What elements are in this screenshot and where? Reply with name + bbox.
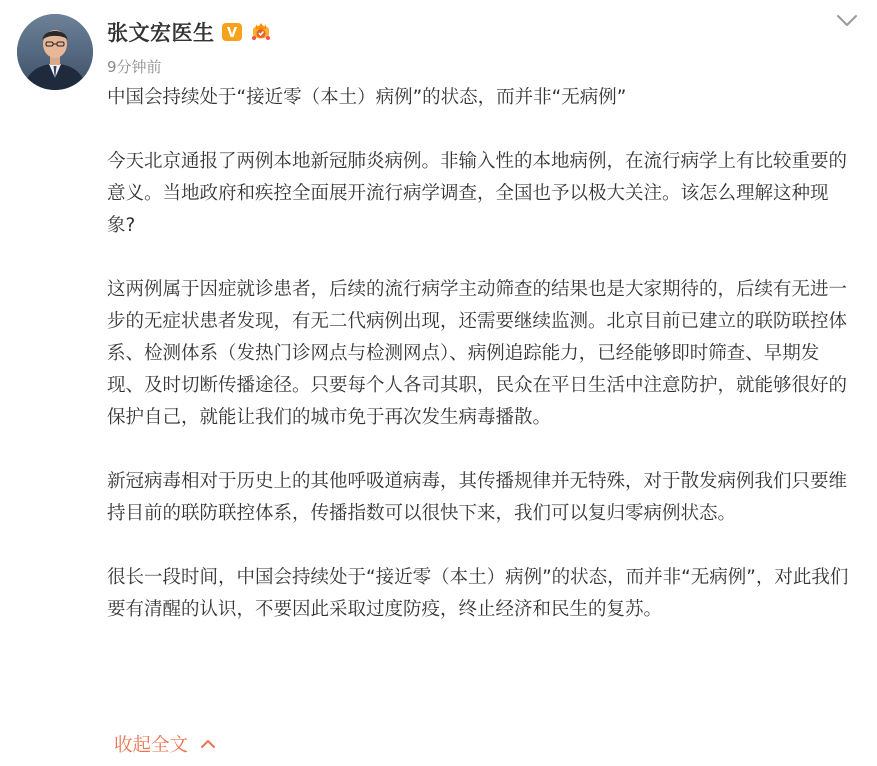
- post-timestamp[interactable]: 9分钟前: [107, 58, 162, 76]
- verified-v-icon[interactable]: [221, 22, 243, 42]
- avatar-photo-icon: [17, 14, 93, 90]
- post-paragraph: 中国会持续处于“接近零（本土）病例”的状态，而并非“无病例”: [107, 87, 627, 108]
- post-paragraph: 这两例属于因症就诊患者，后续的流行病学主动筛查的结果也是大家期待的，后续有无进一步的无症状患者发现，有无二代病例出现，还需要继续监测。北京目前已建立的联防联控体系、检测体系（发热门诊网点与检测网点）、病例追踪能力，已经能够即时筛查、早期发现、及时切断传播途径。只要每个人各司其职，民众在平日生活中注意防护，就能够很好的保护自己，就能让我们的城市免于再次发生病毒播散。: [107, 279, 848, 428]
- post-paragraph: 新冠病毒相对于历史上的其他呼吸道病毒，其传播规律并无特殊，对于散发病例我们只要维持目前的联防联控体系，传播指数可以很快下来，我们可以复归零病例状态。: [107, 471, 848, 524]
- post-content: [107, 82, 852, 626]
- author-row: [107, 16, 273, 48]
- avatar[interactable]: [17, 14, 93, 90]
- author-name[interactable]: 张文宏医生: [107, 21, 215, 45]
- post-paragraph: 很长一段时间，中国会持续处于“接近零（本土）病例”的状态，而并非“无病例”，对此我们要有清醒的认识，不要因此采取过度防疫，终止经济和民生的复苏。: [107, 567, 849, 620]
- collapse-button[interactable]: [114, 731, 216, 757]
- verified-badge-text: V: [226, 26, 237, 41]
- post-paragraph: 今天北京通报了两例本地新冠肺炎病例。非输入性的本地病例，在流行病学上有比较重要的意义。当地政府和疾控全面展开流行病学调查，全国也予以极大关注。该怎么理解这种现象?: [107, 151, 848, 236]
- chevron-up-icon: [200, 738, 216, 750]
- gold-fan-badge-icon[interactable]: [249, 21, 273, 43]
- collapse-label: 收起全文: [114, 735, 189, 756]
- chevron-down-icon[interactable]: [835, 10, 859, 30]
